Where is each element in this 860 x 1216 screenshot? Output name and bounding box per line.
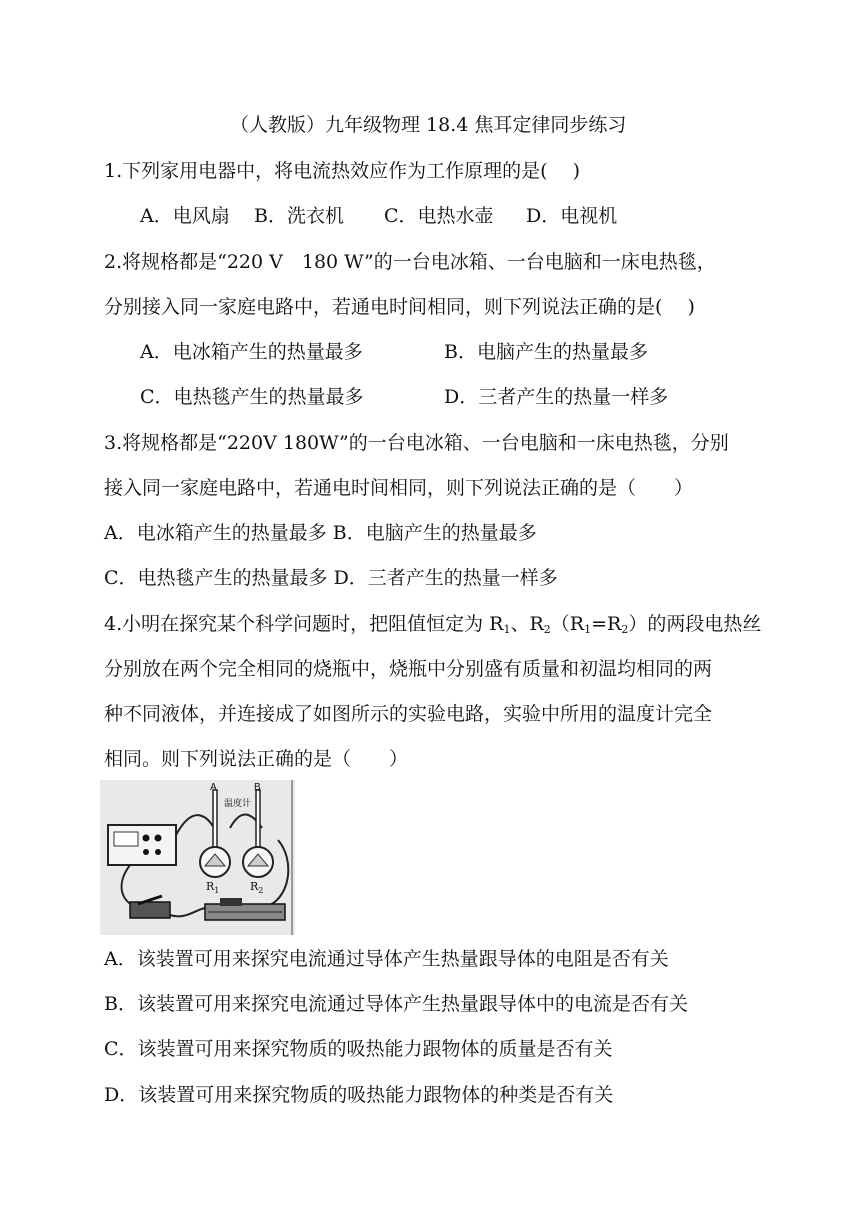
q4-stem-line4: 相同。则下列说法正确的是（ ）	[104, 748, 409, 770]
q4-stem-line1	[104, 611, 761, 643]
q3-stem-line2: 接入同一家庭电路中，若通电时间相同，则下列说法正确的是（ ）	[104, 477, 694, 499]
q4-text: ）的两段电热丝	[628, 613, 762, 635]
q4-stem-line2: 分别放在两个完全相同的烧瓶中，烧瓶中分别盛有质量和初温均相同的两	[104, 658, 713, 680]
q2-option-b: B．电脑产生的热量最多	[444, 341, 648, 363]
q4-option-a: A．该装置可用来探究电流通过导体产生热量跟导体的电阻是否有关	[104, 948, 669, 970]
q4-text: 4.小明在探究某个科学问题时，把阻值恒定为 R	[104, 613, 504, 635]
subscript: 2	[543, 623, 551, 636]
subscript: 1	[503, 623, 511, 636]
q4-text: =R	[591, 613, 622, 635]
q1-option-a: A．电风扇	[140, 205, 230, 227]
subscript: 1	[584, 623, 592, 636]
q2-option-a: A．电冰箱产生的热量最多	[140, 341, 363, 363]
q3-stem-line1: 3.将规格都是“220V 180W”的一台电冰箱、一台电脑和一床电热毯，分别	[104, 432, 729, 454]
q1-stem: 1.下列家用电器中，将电流热效应作为工作原理的是( )	[104, 160, 580, 182]
q4-option-b: B．该装置可用来探究电流通过导体产生热量跟导体中的电流是否有关	[104, 993, 688, 1015]
q3-options-line2: C．电热毯产生的热量最多 D．三者产生的热量一样多	[104, 567, 558, 589]
q4-text: 、R	[510, 613, 544, 635]
subscript: 2	[621, 623, 629, 636]
q3-options-line1: A．电冰箱产生的热量最多 B．电脑产生的热量最多	[104, 522, 537, 544]
thermometer-a-icon	[213, 790, 217, 850]
page-title: （人教版）九年级物理 18.4 焦耳定律同步练习	[230, 114, 627, 136]
q2-option-d: D．三者产生的热量一样多	[444, 386, 669, 408]
q4-stem-line3: 种不同液体，并连接成了如图所示的实验电路，实验中所用的温度计完全	[104, 703, 713, 725]
q4-text: （R	[550, 613, 585, 635]
label-b: B	[254, 782, 261, 793]
q1-option-b: B．洗衣机	[254, 205, 344, 227]
q2-stem-line2: 分别接入同一家庭电路中，若通电时间相同，则下列说法正确的是( )	[104, 296, 695, 318]
switch-icon	[130, 902, 170, 918]
q4-option-d: D．该装置可用来探究物质的吸热能力跟物体的种类是否有关	[104, 1084, 614, 1106]
thermometer-b-icon	[256, 790, 260, 850]
label-a: A	[210, 782, 217, 793]
q2-option-c: C．电热毯产生的热量最多	[140, 386, 364, 408]
q1-option-d: D．电视机	[526, 205, 618, 227]
q4-option-c: C．该装置可用来探究物质的吸热能力跟物体的质量是否有关	[104, 1038, 613, 1060]
r2-label: $R_2$	[250, 880, 264, 895]
thermometer-label: 温度计	[224, 799, 252, 809]
q1-option-c: C．电热水壶	[384, 205, 494, 227]
r1-label: $R_1$	[206, 880, 220, 895]
q2-stem-line1: 2.将规格都是“220 V 180 W”的一台电冰箱、一台电脑和一床电热毯，	[104, 251, 716, 273]
experiment-circuit-figure	[100, 780, 295, 935]
